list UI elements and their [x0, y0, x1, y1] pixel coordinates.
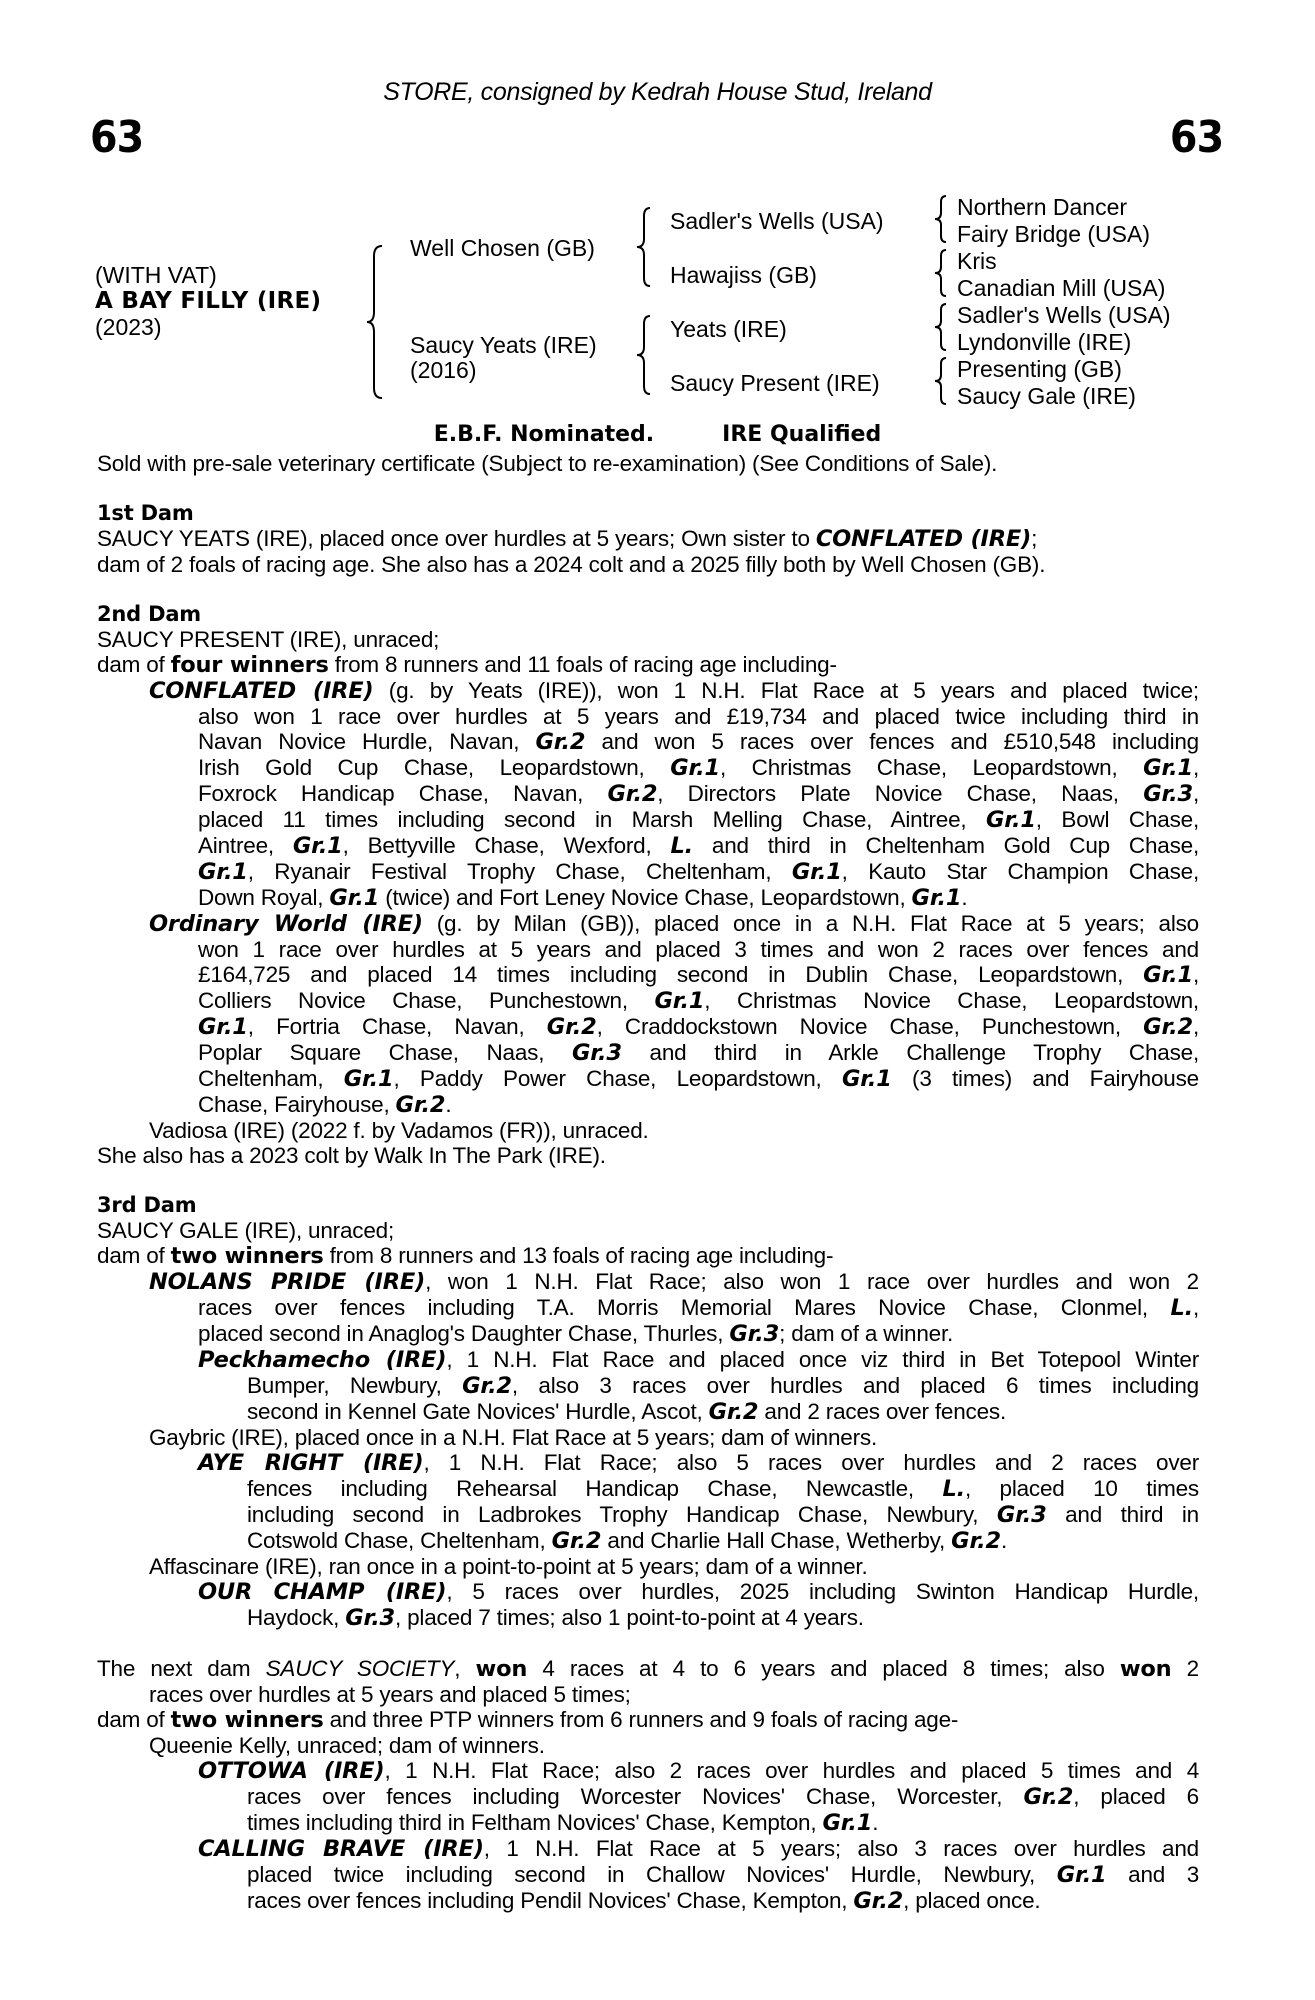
ottowa-line: races over fences including Worcester Novices' Chase, Worcester, Gr.2, placed 6: [247, 1784, 1199, 1810]
dam-year: (2016): [410, 357, 477, 383]
next-dam-line-2: races over hurdles at 5 years and placed 5 times;: [149, 1682, 631, 1707]
ordinary-world-name: Ordinary World (IRE): [149, 911, 423, 937]
sire-sire: Sadler's Wells (USA): [670, 208, 884, 234]
conflated-line: Navan Novice Hurdle, Navan, Gr.2 and won 5 races over fences and £510,548 including: [198, 729, 1200, 755]
conflated-line: Gr.1, Ryanair Festival Trophy Chase, Cheltenham, Gr.1, Kauto Star Champion Chase,: [198, 859, 1199, 885]
conflated-entry: CONFLATED (IRE) (g. by Yeats (IRE)), won 1 N.H. Flat Race at 5 years and placed twice;: [149, 678, 1199, 704]
vat-label: (WITH VAT): [95, 262, 217, 288]
gaybric-entry: Gaybric (IRE), placed once in a N.H. Flat Race at 5 years; dam of winners.: [149, 1425, 877, 1450]
calling-brave-name: CALLING BRAVE (IRE): [198, 1836, 484, 1862]
vadiosa-entry: Vadiosa (IRE) (2022 f. by Vadamos (FR)), unraced.: [149, 1118, 649, 1143]
conflated-name: CONFLATED (IRE): [149, 678, 374, 704]
brace-main: [366, 244, 386, 400]
aye-line: including second in Ladbrokes Trophy Handicap Chase, Newbury, Gr.3 and third in: [247, 1502, 1199, 1528]
g3-kris: Kris: [957, 248, 997, 274]
g3-lyndonville: Lyndonville (IRE): [957, 329, 1132, 355]
our-champ-entry: OUR CHAMP (IRE), 5 races over hurdles, 2025 including Swinton Handicap Hurdle,: [198, 1579, 1199, 1605]
g3-canadian-mill: Canadian Mill (USA): [957, 275, 1166, 301]
nolans-pride-entry: NOLANS PRIDE (IRE), won 1 N.H. Flat Race; also won 1 race over hurdles and won 2: [149, 1269, 1199, 1295]
second-dam-also: She also has a 2023 colt by Walk In The Park (IRE).: [97, 1143, 606, 1168]
calling-brave-entry: CALLING BRAVE (IRE), 1 N.H. Flat Race at 5 years; also 3 races over hurdles and: [198, 1836, 1199, 1862]
dam-sire: Yeats (IRE): [670, 316, 787, 342]
vet-certificate-note: Sold with pre-sale veterinary certificate (Subject to re-examination) (See Conditions of Sale).: [97, 451, 998, 476]
conflated-line: placed 11 times including second in Marsh Melling Chase, Aintree, Gr.1, Bowl Chase,: [198, 807, 1199, 833]
affascinare-entry: Affascinare (IRE), ran once in a point-to-point at 5 years; dam of a winner.: [149, 1554, 868, 1579]
ordinary-line: Cheltenham, Gr.1, Paddy Power Chase, Leopardstown, Gr.1 (3 times) and Fairyhouse: [198, 1066, 1199, 1092]
ordinary-world-entry: Ordinary World (IRE) (g. by Milan (GB)), placed once in a N.H. Flat Race at 5 years; also: [149, 911, 1199, 937]
third-dam-name: SAUCY GALE (IRE), unraced;: [97, 1218, 395, 1243]
lot-title: [95, 262, 321, 340]
catalogue-body: [97, 451, 1199, 1914]
ordinary-line: Colliers Novice Chase, Punchestown, Gr.1, Christmas Novice Chase, Leopardstown,: [198, 988, 1199, 1014]
ottowa-name: OTTOWA (IRE): [198, 1758, 385, 1784]
dam: Saucy Yeats (IRE): [410, 332, 597, 358]
conflated-line: Foxrock Handicap Chase, Navan, Gr.2, Directors Plate Novice Chase, Naas, Gr.3,: [198, 781, 1200, 807]
lot-number-left: 63: [90, 112, 144, 163]
ordinary-line: Poplar Square Chase, Naas, Gr.3 and third in Arkle Challenge Trophy Chase,: [198, 1040, 1199, 1066]
ebf-status: E.B.F. Nominated.: [433, 422, 655, 447]
lot-number-right: 63: [1169, 112, 1223, 163]
next-dam-name: SAUCY SOCIETY: [265, 1656, 455, 1681]
our-champ-name: OUR CHAMP (IRE): [198, 1579, 447, 1605]
conflated-line: also won 1 race over hurdles at 5 years and £19,734 and placed twice including third in: [198, 704, 1199, 729]
conflated-line: Aintree, Gr.1, Bettyville Chase, Wexford, L. and third in Cheltenham Gold Cup Chase,: [198, 833, 1199, 859]
calling-line: placed twice including second in Challow Novices' Hurdle, Newbury, Gr.1 and 3: [247, 1862, 1200, 1888]
g3-presenting: Presenting (GB): [957, 356, 1122, 382]
peck-line: second in Kennel Gate Novices' Hurdle, Ascot, Gr.2 and 2 races over fences.: [247, 1399, 1007, 1425]
ordinary-line: Gr.1, Fortria Chase, Navan, Gr.2, Craddockstown Novice Chase, Punchestown, Gr.2,: [198, 1014, 1199, 1040]
conflated-ref: CONFLATED (IRE): [815, 526, 1032, 552]
qualification-line: [0, 421, 1315, 447]
peckhamecho-name: Peckhamecho (IRE): [198, 1347, 447, 1373]
g3-northern-dancer: Northern Dancer: [957, 194, 1128, 220]
next-dam-summary: dam of two winners and three PTP winners from 6 runners and 9 foals of racing age-: [97, 1707, 959, 1733]
third-dam-summary: dam of two winners from 8 runners and 13 foals of racing age including-: [97, 1243, 834, 1269]
g3-sadlers-wells: Sadler's Wells (USA): [957, 302, 1171, 328]
sire-dam: Hawajiss (GB): [670, 262, 817, 288]
third-dam-heading: 3rd Dam: [97, 1193, 197, 1217]
queenie-kelly-entry: Queenie Kelly, unraced; dam of winners.: [149, 1733, 545, 1758]
nolans-line: races over fences including T.A. Morris Memorial Mares Novice Chase, Clonmel, L.,: [198, 1295, 1199, 1321]
aye-right-entry: AYE RIGHT (IRE), 1 N.H. Flat Race; also 5 races over hurdles and 2 races over: [198, 1450, 1199, 1476]
aye-line: Cotswold Chase, Cheltenham, Gr.2 and Charlie Hall Chase, Wetherby, Gr.2.: [247, 1528, 1007, 1554]
peckhamecho-entry: Peckhamecho (IRE), 1 N.H. Flat Race and placed once viz third in Bet Totepool Winter: [198, 1347, 1199, 1373]
nolans-line: placed second in Anaglog's Daughter Chase, Thurles, Gr.3; dam of a winner.: [198, 1321, 954, 1347]
dam-dam: Saucy Present (IRE): [670, 370, 880, 396]
consignor-line: STORE, consigned by Kedrah House Stud, Ireland: [383, 78, 932, 106]
ire-status: IRE Qualified: [722, 422, 882, 447]
second-dam-summary: dam of four winners from 8 runners and 11 foals of racing age including-: [97, 652, 837, 678]
brace-g3-1: [934, 194, 950, 244]
brace-sire: [636, 206, 654, 288]
ordinary-line: Chase, Fairyhouse, Gr.2.: [198, 1092, 452, 1118]
next-dam-line-1: The next dam SAUCY SOCIETY, won 4 races at 4 to 6 years and placed 8 times; also won 2: [97, 1656, 1199, 1682]
brace-g3-4: [934, 356, 950, 406]
champ-line: Haydock, Gr.3, placed 7 times; also 1 point-to-point at 4 years.: [247, 1605, 864, 1631]
nolans-pride-name: NOLANS PRIDE (IRE): [149, 1269, 426, 1295]
conflated-line: Down Royal, Gr.1 (twice) and Fort Leney Novice Chase, Leopardstown, Gr.1.: [198, 885, 968, 911]
aye-line: fences including Rehearsal Handicap Chase, Newcastle, L., placed 10 times: [247, 1476, 1199, 1502]
brace-g3-3: [934, 302, 950, 352]
peck-line: Bumper, Newbury, Gr.2, also 3 races over hurdles and placed 6 times including: [247, 1373, 1199, 1399]
conflated-line: Irish Gold Cup Chase, Leopardstown, Gr.1, Christmas Chase, Leopardstown, Gr.1,: [198, 755, 1199, 781]
first-dam-line-1: SAUCY YEATS (IRE), placed once over hurdles at 5 years; Own sister to CONFLATED (IRE);: [97, 526, 1038, 552]
horse-name: A BAY FILLY (IRE): [95, 288, 322, 314]
second-dam-heading: 2nd Dam: [97, 602, 201, 626]
ordinary-line: £164,725 and placed 14 times including second in Dublin Chase, Leopardstown, Gr.1,: [198, 962, 1199, 988]
g3-fairy-bridge: Fairy Bridge (USA): [957, 221, 1150, 247]
ottowa-line: times including third in Feltham Novices' Chase, Kempton, Gr.1.: [247, 1810, 879, 1836]
g3-saucy-gale: Saucy Gale (IRE): [957, 383, 1136, 409]
foaling-year: (2023): [95, 314, 162, 340]
first-dam-heading: 1st Dam: [97, 501, 194, 525]
sire: Well Chosen (GB): [410, 235, 595, 261]
ottowa-entry: OTTOWA (IRE), 1 N.H. Flat Race; also 2 races over hurdles and placed 5 times and 4: [198, 1758, 1200, 1784]
calling-line: races over fences including Pendil Novices' Chase, Kempton, Gr.2, placed once.: [247, 1888, 1041, 1914]
aye-right-name: AYE RIGHT (IRE): [198, 1450, 424, 1476]
brace-dam: [636, 314, 654, 396]
second-dam-name: SAUCY PRESENT (IRE), unraced;: [97, 627, 440, 652]
first-dam-line-2: dam of 2 foals of racing age. She also has a 2024 colt and a 2025 filly both by Well Chosen (GB).: [97, 552, 1046, 577]
brace-g3-2: [934, 248, 950, 298]
ordinary-line: won 1 race over hurdles at 5 years and placed 3 times and won 2 races over fences and: [198, 937, 1199, 962]
